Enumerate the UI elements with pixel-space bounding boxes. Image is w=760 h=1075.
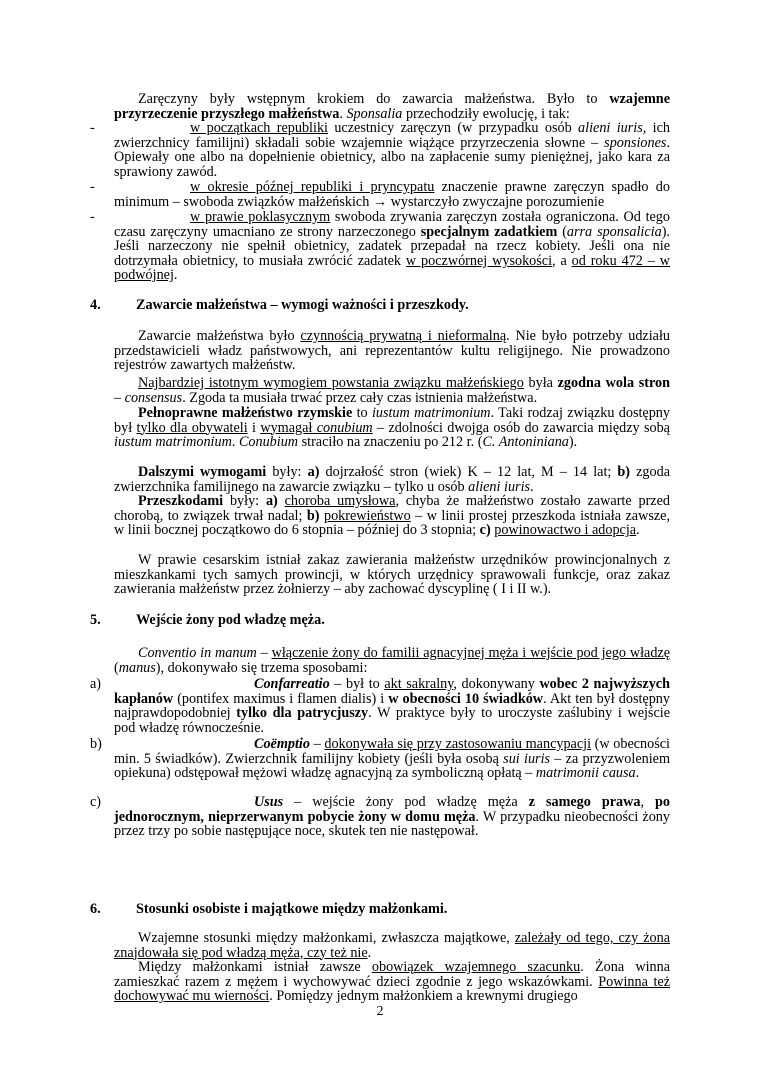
list-label: c) bbox=[90, 794, 102, 810]
bullet-item: w prawie poklasycznym swoboda zrywania zaręczyn została ograniczona. Od tego czasu zaręczyny umacniano ze strony narzeczonego specjalnym zadatkiem (arra sponsalicia). Jeśli narzeczony nie spełnił obietnicy, zadatek przepadał na rzecz kobiety. Jeśli ona nie dotrzymała obietnicy, to musiała zwrócić zadatek w poczwórnej wysokości, a od roku 472 – w podwójnej. bbox=[114, 209, 670, 284]
paragraph: Najbardziej istotnym wymogiem powstania związku małżeńskiego była zgodna wola stron – consensus. Zgoda ta musiała trwać przez cały czas istnienia małżeństwa. bbox=[114, 375, 670, 406]
page-number: 2 bbox=[376, 1004, 384, 1019]
paragraph: Zawarcie małżeństwa było czynnością prywatną i nieformalną. Nie było potrzeby udziału przedstawicieli władz państwowych, ani reprezentantów kultu religijnego. Nie prowadzono rejestrów zawartych małżeństw. bbox=[114, 328, 671, 374]
section-heading: 5. Wejście żony pod władzę męża. bbox=[90, 612, 325, 628]
bullet-item: w początkach republiki uczestnicy zaręczyn (w przypadku osób alieni iuris, ich zwierzchnicy familijni) składali sobie wzajemnie wiążące przyrzeczenia słowne – sponsiones. Opiewały one albo na dopełnienie obietnicy, albo na zapłacenie sumy pieniężnej, jako kara za sprawiony zawód. bbox=[114, 120, 670, 180]
bullet-dash: - bbox=[90, 209, 95, 225]
list-item: Usus – wejście żony pod władzę męża z samego prawa, po jednorocznym, nieprzerwanym pobycie żony w domu męża. W przypadku nieobecności żony przez trzy po sobie następujące noce, skutek ten nie następował. bbox=[114, 794, 670, 840]
list-label: a) bbox=[90, 676, 102, 692]
bullet-dash: - bbox=[90, 120, 95, 136]
bullet-item: w okresie późnej republiki i pryncypatu znaczenie prawne zaręczyn spadło do minimum – swoboda związków małżeńskich → wystarczyło zwyczajne porozumienie bbox=[114, 179, 670, 210]
paragraph: Wzajemne stosunki między małżonkami, zwłaszcza majątkowe, zależały od tego, czy żona znajdowała się pod władzą męża, czy też nie. bbox=[114, 930, 670, 961]
arrow-icon: → bbox=[372, 193, 388, 210]
bullet-dash: - bbox=[90, 179, 95, 195]
list-item: Coëmptio – dokonywała się przy zastosowaniu mancypacji (w obecności min. 5 świadków). Zwierzchnik familijny kobiety (jeśli była osobą sui iuris – za przyzwoleniem opiekuna) odstępował mężowi władzę agnacyjną za symboliczną opłatą – matrimonii causa. bbox=[114, 736, 671, 782]
list-label: b) bbox=[90, 736, 102, 752]
intro-paragraph: Zaręczyny były wstępnym krokiem do zawarcia małżeństwa. Było to wzajemne przyrzeczenie przyszłego małżeństwa. Sponsalia przechodziły ewolucję, i tak: bbox=[114, 91, 670, 122]
list-item: Confarreatio – był to akt sakralny, dokonywany wobec 2 najwyższych kapłanów (pontifex maximus i flamen dialis) i w obecności 10 świadków. Akt ten był dostępny najprawdopodobniej tylko dla patrycjuszy. W praktyce były to uroczyste zaślubiny i wejście pod władzę równocześnie. bbox=[114, 676, 670, 736]
paragraph: Przeszkodami były: a) choroba umysłowa, chyba że małżeństwo zostało zawarte przed chorobą, to związek trwał nadal; b) pokrewieństwo – w linii prostej przeszkoda istniała zawsze, w linii bocznej początkowo do 6 stopnia – później do 3 stopnia; c) powinowactwo i adopcja. bbox=[114, 493, 671, 539]
paragraph: Dalszymi wymogami były: a) dojrzałość stron (wiek) K – 12 lat, M – 14 lat; b) zgoda zwierzchnika familijnego na zawarcie związku – tylko u osób alieni iuris. bbox=[114, 464, 671, 495]
section-heading: 4. Zawarcie małżeństwa – wymogi ważności i przeszkody. bbox=[90, 297, 469, 313]
paragraph: W prawie cesarskim istniał zakaz zawierania małżeństw urzędników prowincjonalnych z mieszkankami tych samych prowincji, w których urzędnicy sprawowali funkcje, oraz zakaz zawierania małżeństw przez żołnierzy – aby zachować dyscyplinę ( I i II w.). bbox=[114, 552, 670, 598]
section-heading: 6. Stosunki osobiste i majątkowe między małżonkami. bbox=[90, 901, 448, 917]
paragraph: Pełnoprawne małżeństwo rzymskie to iustum matrimonium. Taki rodzaj związku dostępny był tylko dla obywateli i wymagał conubium – zdolności dwojga osób do zawarcia między sobą iustum matrimonium. Conubium straciło na znaczeniu po 212 r. (C. Antoniniana). bbox=[114, 405, 670, 451]
paragraph: Między małżonkami istniał zawsze obowiązek wzajemnego szacunku. Żona winna zamieszkać razem z mężem i wychowywać dzieci zgodnie z jego wskazówkami. Powinna też dochowywać mu wierności. Pomiędzy jednym małżonkiem a krewnymi drugiego bbox=[114, 959, 670, 1005]
paragraph: Conventio in manum – włączenie żony do familii agnacyjnej męża i wejście pod jego władzę (manus), dokonywało się trzema sposobami: bbox=[114, 645, 671, 676]
